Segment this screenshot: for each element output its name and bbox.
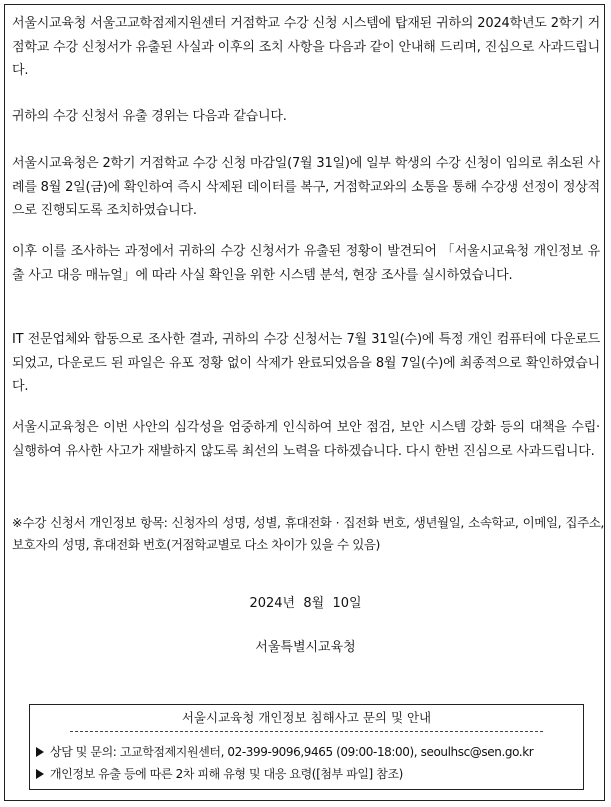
notice-paragraph-discovery: 서울시교육청은 2학기 거점학교 수강 신청 마감일(7월 31일)에 일부 학생의 수강 신청이 임의로 취소된 사례를 8월 2일(금)에 확인하여 즉시 삭제된 데이터를 복구, 거점학교와의 소통을 통해 수강생 선정이 정상적으로 진행되도록 조치하였습니다. bbox=[12, 156, 600, 218]
contact-info-title: 서울시교육청 개인정보 침해사고 문의 및 안내 bbox=[181, 710, 432, 725]
dashed-divider bbox=[70, 731, 543, 732]
notice-paragraph-investigation: 이후 이를 조사하는 과정에서 귀하의 수강 신청서가 유출된 정황이 발견되어 「서울시교육청 개인정보 유출 사고 대응 매뉴얼」에 따라 사실 확인을 위한 시스템 분석, 현장 조사를 실시하였습니다. bbox=[12, 244, 600, 283]
guide-text: 개인정보 유출 등에 따른 2차 피해 유형 및 대응 요령([첨부 파일] 참조) bbox=[50, 767, 403, 781]
triangle-bullet-icon bbox=[36, 747, 44, 757]
notice-paragraph-cause-heading: 귀하의 수강 신청서 유출 경위는 다음과 같습니다. bbox=[12, 109, 287, 124]
notice-paragraph-intro: 서울시교육청 서울고교학점제지원센터 거점학교 수강 신청 시스템에 탑재된 귀하의 2024학년도 2학기 거점학교 수강 신청서가 유출된 사실과 이후의 조치 사항을 다음과 같이 안내해 드리며, 진심으로 사과드립니다. bbox=[12, 16, 600, 78]
issuing-office: 서울특별시교육청 bbox=[255, 640, 356, 655]
contact-info-box bbox=[29, 704, 584, 790]
personal-info-items-note: ※수강 신청서 개인정보 항목: 신청자의 성명, 성별, 휴대전화 · 집전화 번호, 생년월일, 소속학교, 이메일, 집주소, 보호자의 성명, 휴대전화 번호(거점학교별로 다소 차이가 있을 수 있음) bbox=[12, 515, 604, 552]
inquiry-text: 상담 및 문의: 고교학점제지원센터, 02-399-9096,9465 (09:00-18:00), seoulhsc@sen.go.kr bbox=[50, 745, 534, 759]
notice-paragraph-measures: 서울시교육청은 이번 사안의 심각성을 엄중하게 인식하여 보안 점검, 보안 시스템 강화 등의 대책을 수립·실행하여 유사한 사고가 재발하지 않도록 최선의 노력을 다하겠습니다. 다시 한번 진심으로 사과드립니다. bbox=[12, 420, 600, 459]
notice-date: 2024년 8월 10일 bbox=[249, 596, 362, 611]
contact-info-line-inquiry bbox=[36, 743, 581, 761]
contact-info-line-guide bbox=[36, 765, 581, 783]
notice-paragraph-findings: IT 전문업체와 합동으로 조사한 결과, 귀하의 수강 신청서는 7월 31일(수)에 특정 개인 컴퓨터에 다운로드 되었고, 다운로드 된 파일은 유포 정황 없이 삭제가 완료되었음을 8월 7일(수)에 최종적으로 확인하였습니다. bbox=[12, 332, 600, 394]
triangle-bullet-icon bbox=[36, 769, 44, 779]
